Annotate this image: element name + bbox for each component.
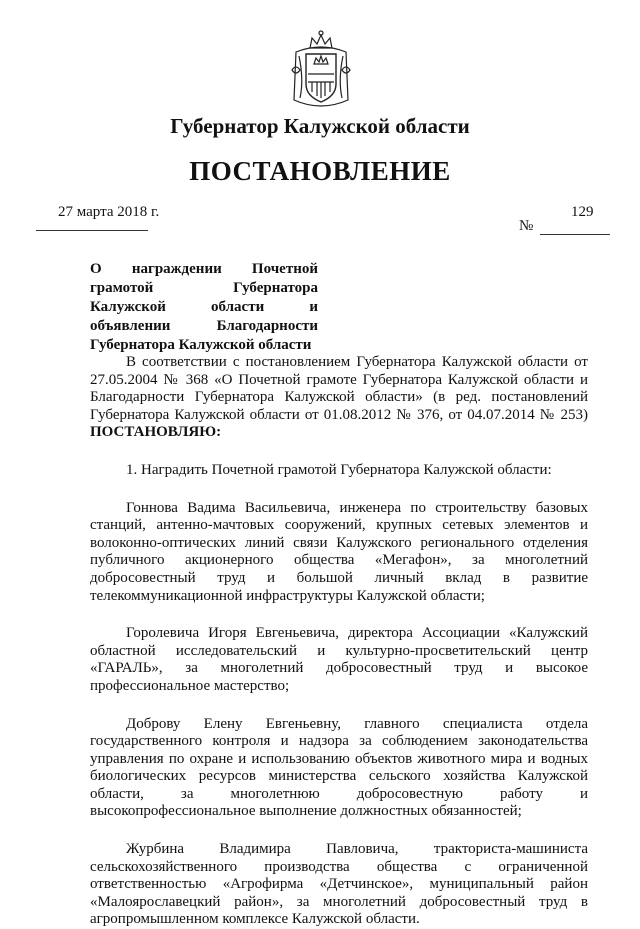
preamble-paragraph	[90, 354, 588, 442]
document-type-heading: ПОСТАНОВЛЕНИЕ	[189, 156, 451, 186]
authority-title: Губернатор Калужской области	[170, 114, 470, 138]
awardee-paragraph: Горолевича Игоря Евгеньевича, директора Ассоциации «Калужский областной исследовательский и культурно-просветительский центр «ГАРАЛЬ», за многолетний добросовестный труд и высокое профессиональное мастерство;	[90, 625, 588, 694]
document-number: 129	[571, 204, 594, 220]
document-date: 27 марта 2018 г.	[58, 204, 160, 220]
document-subject: О награждении Почетной грамотой Губернатора Калужской области и объявлении Благодарности Губернатора Калужской области	[90, 261, 318, 353]
preamble-text: В соответствии с постановлением Губернатора Калужской области от 27.05.2004 № 368 «О Почетной грамоте Губернатора Калужской области и Благодарности Губернатора Калужской области» (в ред. постановлений Губернатора Калужской области от 01.08.2012 № 376, от 04.07.2014 № 253)	[90, 354, 588, 423]
awardee-paragraph: Журбина Владимира Павловича, тракториста-машиниста сельскохозяйственного производства общества с ограниченной ответственностью «Агрофирма «Детчинское», муниципальный район «Малоярославецкий район», за многолетний добросовестный труд в агропромышленном комплексе Калужской области.	[90, 841, 588, 928]
number-underline	[540, 234, 610, 235]
awardee-paragraph: Доброву Елену Евгеньевну, главного специалиста отдела государственного контроля и надзора за соблюдением законодательства управления по охране и использованию объектов животного мира и водных биологических ресурсов министерства сельского хозяйства Калужской области, за многолетнюю добросовестную работу и высокопрофессиональное выполнение должностных обязанностей;	[90, 715, 588, 820]
number-sign: №	[519, 218, 534, 234]
document-body	[90, 354, 588, 929]
item-1-paragraph: 1. Наградить Почетной грамотой Губернатора Калужской области:	[126, 461, 552, 478]
coat-of-arms-emblem	[290, 30, 352, 112]
resolve-keyword: ПОСТАНОВЛЯЮ:	[90, 424, 222, 441]
awardee-paragraph: Гоннова Вадима Васильевича, инженера по строительству базовых станций, антенно-мачтовых сооружений, крупных сетевых элементов и волоконно-оптических линий связи Калужского регионального отделения публичного акционерного общества «Мегафон», за многолетний добросовестный труд и большой личный вклад в развитие телекоммуникационной инфраструктуры Калужской области;	[90, 499, 588, 604]
date-underline	[36, 230, 148, 231]
